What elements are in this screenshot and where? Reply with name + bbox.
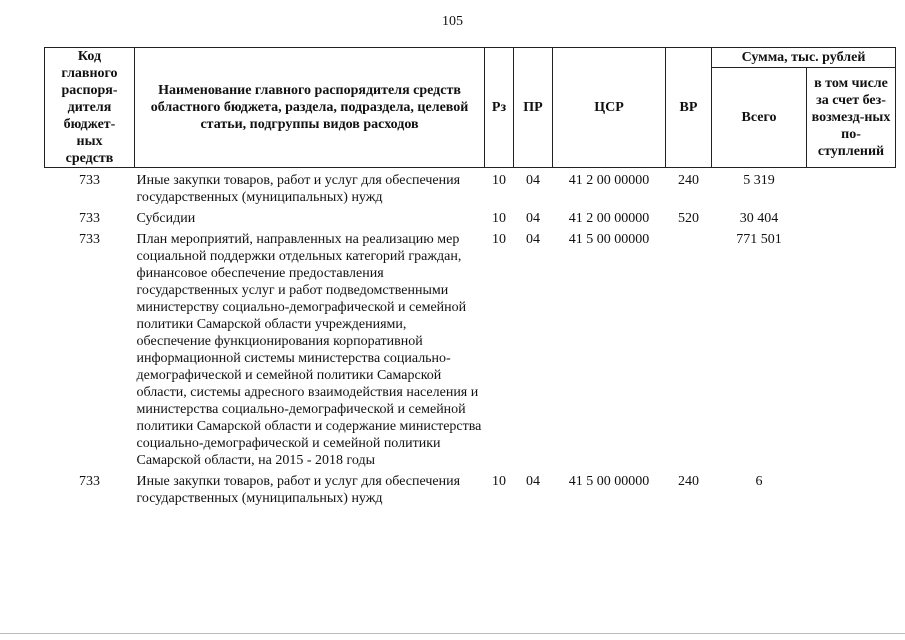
row-including — [807, 210, 896, 227]
table-header — [45, 48, 896, 168]
row-csr: 41 5 00 00000 — [568, 474, 650, 489]
page-number: 105 — [442, 14, 463, 29]
row-code: 733 — [79, 211, 100, 226]
row-csr: 41 2 00 00000 — [568, 211, 650, 226]
table-row — [45, 172, 896, 206]
row-including — [807, 473, 896, 507]
row-csr: 41 2 00 00000 — [568, 173, 650, 188]
row-total: 771 501 — [736, 232, 782, 247]
row-vr: 520 — [678, 211, 699, 226]
row-rz: 10 — [492, 474, 506, 489]
row-csr: 41 5 00 00000 — [568, 232, 650, 247]
row-vr: 240 — [678, 173, 699, 188]
header-code: Код главного распоря-дителя бюджет-ных средств — [45, 48, 135, 168]
table-row — [45, 231, 896, 469]
table-body — [45, 168, 896, 508]
row-rz: 10 — [492, 232, 506, 247]
header-including: в том числе за счет без-возмезд-ных по-ступлений — [807, 68, 896, 168]
header-pr: ПР — [514, 48, 553, 168]
budget-table — [44, 47, 896, 507]
page-edge-divider — [0, 633, 905, 634]
header-name: Наименование главного распорядителя средств областного бюджета, раздела, подраздела, целевой статьи, подгруппы видов расходов — [135, 48, 485, 168]
table-row — [45, 210, 896, 227]
row-rz: 10 — [492, 211, 506, 226]
row-including — [807, 231, 896, 469]
row-vr: 240 — [678, 474, 699, 489]
header-csr: ЦСР — [553, 48, 666, 168]
row-code: 733 — [79, 232, 100, 247]
row-pr: 04 — [526, 173, 540, 188]
row-pr: 04 — [526, 232, 540, 247]
header-sum: Сумма, тыс. рублей — [712, 48, 896, 68]
row-code: 733 — [79, 474, 100, 489]
row-code: 733 — [79, 173, 100, 188]
header-vr: ВР — [666, 48, 712, 168]
row-name: Субсидии — [136, 211, 196, 226]
row-name: План мероприятий, направленных на реализацию мер социальной поддержки отдельных категорий граждан, финансовое обеспечение предоставления государственных услуг и работ подведомственными министерству социально-демографической и семейной политики Самарской области учреждениями, обеспечение функционирования корпоративной информационной системы министерства социально-демографической и семейной политики Самарской области, системы адресного взаимодействия населения и министерства социально-демографической и семейной политики Самарской области и содержание министерства социально-демографической и семейной политики Самарской области, на 2015 - 2018 годы — [136, 232, 482, 468]
row-total: 6 — [755, 474, 763, 489]
row-rz: 10 — [492, 173, 506, 188]
header-rz: Рз — [485, 48, 514, 168]
row-pr: 04 — [526, 211, 540, 226]
row-pr: 04 — [526, 474, 540, 489]
table-row — [45, 473, 896, 507]
row-name: Иные закупки товаров, работ и услуг для обеспечения государственных (муниципальных) нужд — [136, 474, 461, 506]
row-total: 5 319 — [743, 173, 775, 188]
row-name: Иные закупки товаров, работ и услуг для обеспечения государственных (муниципальных) нужд — [136, 173, 461, 205]
header-total: Всего — [712, 68, 807, 168]
row-including — [807, 172, 896, 206]
row-total: 30 404 — [739, 211, 779, 226]
row-vr — [666, 231, 712, 469]
